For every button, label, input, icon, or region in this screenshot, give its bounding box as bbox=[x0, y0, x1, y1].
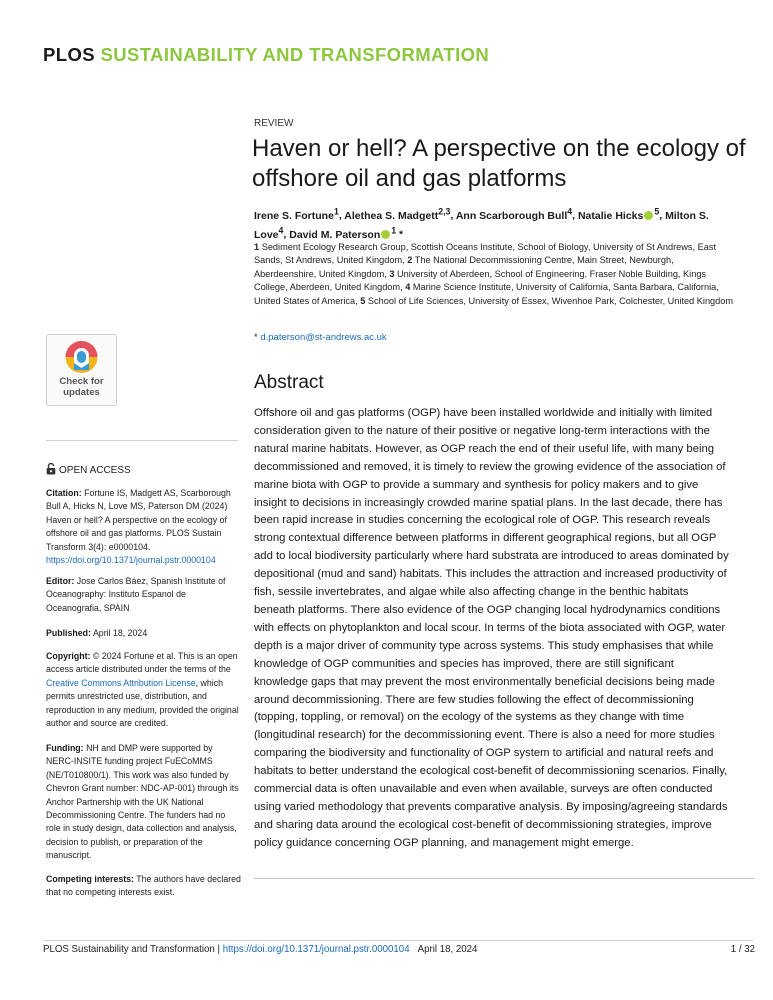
sidebar-divider bbox=[46, 440, 238, 441]
article-type: REVIEW bbox=[254, 118, 294, 129]
citation-doi-link[interactable]: https://doi.org/10.1371/journal.pstr.0000104 bbox=[46, 555, 216, 566]
copyright-block: Copyright: © 2024 Fortune et al. This is an open access article distributed under the terms of the Creative Commons Attribution License, which permits unrestricted use, distribution, and reproduction in any medium, provided the original author and source are credited. bbox=[46, 651, 239, 729]
article-title: Haven or hell? A perspective on the ecology of offshore oil and gas platforms bbox=[252, 135, 746, 192]
abstract-divider bbox=[254, 878, 755, 879]
author[interactable]: Irene S. Fortune$^1$ bbox=[254, 206, 339, 222]
open-lock-icon bbox=[46, 463, 56, 475]
footer-doi-link[interactable]: https://doi.org/10.1371/journal.pstr.0000104 bbox=[222, 944, 410, 955]
author-list: Irene S. Fortune$^1$, Alethea S. Madgett$^{2,3}$, Ann Scarborough Bull$^4$, Natalie Hicks $^5$, Milton S. Love$^4$, David M. Paterson $^1$ * bbox=[254, 206, 709, 241]
page-number: 1 / 32 bbox=[730, 944, 755, 955]
correspondence-email-link[interactable]: d.paterson@st-andrews.ac.uk bbox=[260, 332, 387, 343]
author[interactable]: Ann Scarborough Bull$^4$ bbox=[455, 206, 573, 222]
funding-block: Funding: NH and DMP were supported by NERC-INSITE funding project FuECoMMS (NE/T010800/1). This work was also funded by Chevron Grant number: NDC-AP-001) through its Anchor Partnership with the UK National Decommissioning Centre. The funders had no role in study design, data collection and analysis, decision to publish, or preparation of the manuscript. bbox=[46, 743, 239, 861]
citation-block: Citation: Fortune IS, Madgett AS, Scarborough Bull A, Hicks N, Love MS, Paterson DM (2024) Haven or hell? A perspective on the ecology of offshore oil and gas platforms. PLOS Sustain Transform 3(4): e0000104. https://doi.org/10.1371/journal.pstr.0000104 bbox=[46, 488, 231, 566]
affiliations: 1 Sediment Ecology Research Group, Scottish Oceans Institute, School of Biology, University of St Andrews, East Sands, St Andrews, United Kingdom, 2 The National Decommissioning Centre, Main Street, Newburgh, Aberdeenshire, United Kingdom, 3 University of Aberdeen, School of Engineering, Fraser Noble Building, Kings College, Aberdeen, United Kingdom, 4 Marine Science Institute, University of California, Santa Barbara, California, United States of America, 5 School of Life Sciences, University of Essex, Wivenhoe Park, Colchester, United Kingdom bbox=[254, 242, 734, 306]
author[interactable]: Natalie Hicks $^5$ bbox=[577, 206, 660, 222]
journal-header bbox=[43, 44, 489, 66]
author[interactable]: David M. Paterson $^1$ bbox=[289, 225, 397, 241]
editor-block: Editor: Jose Carlos Báez, Spanish Institute of Oceanography: Instituto Espanol de Oceanografia, SPAIN bbox=[46, 576, 226, 613]
page-footer: PLOS Sustainability and Transformation | https://doi.org/10.1371/journal.pstr.0000104 April 18, 2024 bbox=[43, 944, 478, 955]
published-block: Published: April 18, 2024 bbox=[46, 628, 148, 638]
author[interactable]: Alethea S. Madgett$^{2,3}$ bbox=[344, 206, 451, 222]
abstract-text: Offshore oil and gas platforms (OGP) have been installed worldwide and initially with limited consideration given to the nature of their positive or negative long-term interactions with the natural marine habitats. However, as OGP reach the end of their useful life, with many being decommissioned and removed, it is timely to review the growing evidence of the association of marine biota with OGP to provide a summary and synthesis for policy makers and to give insight to decisions in increasingly crowded marine spatial plans. In the last decade, there has been rapid increase in studies concerning the ecological role of OGP. This research reveals strong contextual difference between platforms in different geographical regions, but all OGP add to local biodiversity particularly where hard substrata are introduced to areas dominated by depositional (mud and sand) habitats. This includes the attraction and increased productivity of fish, sessile invertebrates, and algae while also affecting change in the benthic habitats beneath platforms. There also evidence of the OGP changing local hydrodynamics conditions with effects on phytoplankton and local scour. In terms of the biota associated with OGP, water depth is a major driver of community type across systems. This study emphasises that while knowledge of OGP communities and species has improved, there are still significant knowledge gaps that may prevent the most environmentally beneficial decisions being made around decommissioning. There are few studies following the effect of decommissioning (topping, toppling, or removal) on the ecology of the systems as they change with time (longitudinal research) for the decommissioning event. There is also a need for more studies comparing the biodiversity and functionality of OGP system to artificial and natural reefs and habitats to better understand the ecological cost-benefit of decommissioning scenarios. Finally, commercial data is often unavailable and even when available, surveys are often conducted using varied methodology that prevents comparative analysis. By imposing/agreeing standards and sharing data around the ecological cost-benefit of decommissioning strategies, improve policy guidance concerning OGP planning, and management might emerge. bbox=[254, 407, 729, 849]
orcid-icon[interactable] bbox=[381, 230, 390, 239]
check-for-updates-badge[interactable]: Check for updates bbox=[46, 334, 117, 406]
orcid-icon[interactable] bbox=[644, 211, 653, 220]
open-access-label: OPEN ACCESS bbox=[46, 463, 131, 476]
correspondence: * d.paterson@st-andrews.ac.uk bbox=[254, 332, 387, 343]
license-link[interactable]: Creative Commons Attribution License bbox=[46, 677, 196, 688]
journal-name: SUSTAINABILITY AND TRANSFORMATION bbox=[100, 44, 490, 65]
abstract-heading: Abstract bbox=[254, 372, 324, 393]
check-for-updates-icon bbox=[47, 335, 116, 377]
footer-divider bbox=[43, 940, 753, 941]
author[interactable]: Milton S. Love$^4$ bbox=[254, 209, 709, 241]
plos-brand: PLOS bbox=[43, 44, 95, 65]
competing-interests-block: Competing interests: The authors have declared that no competing interests exist. bbox=[46, 874, 241, 898]
